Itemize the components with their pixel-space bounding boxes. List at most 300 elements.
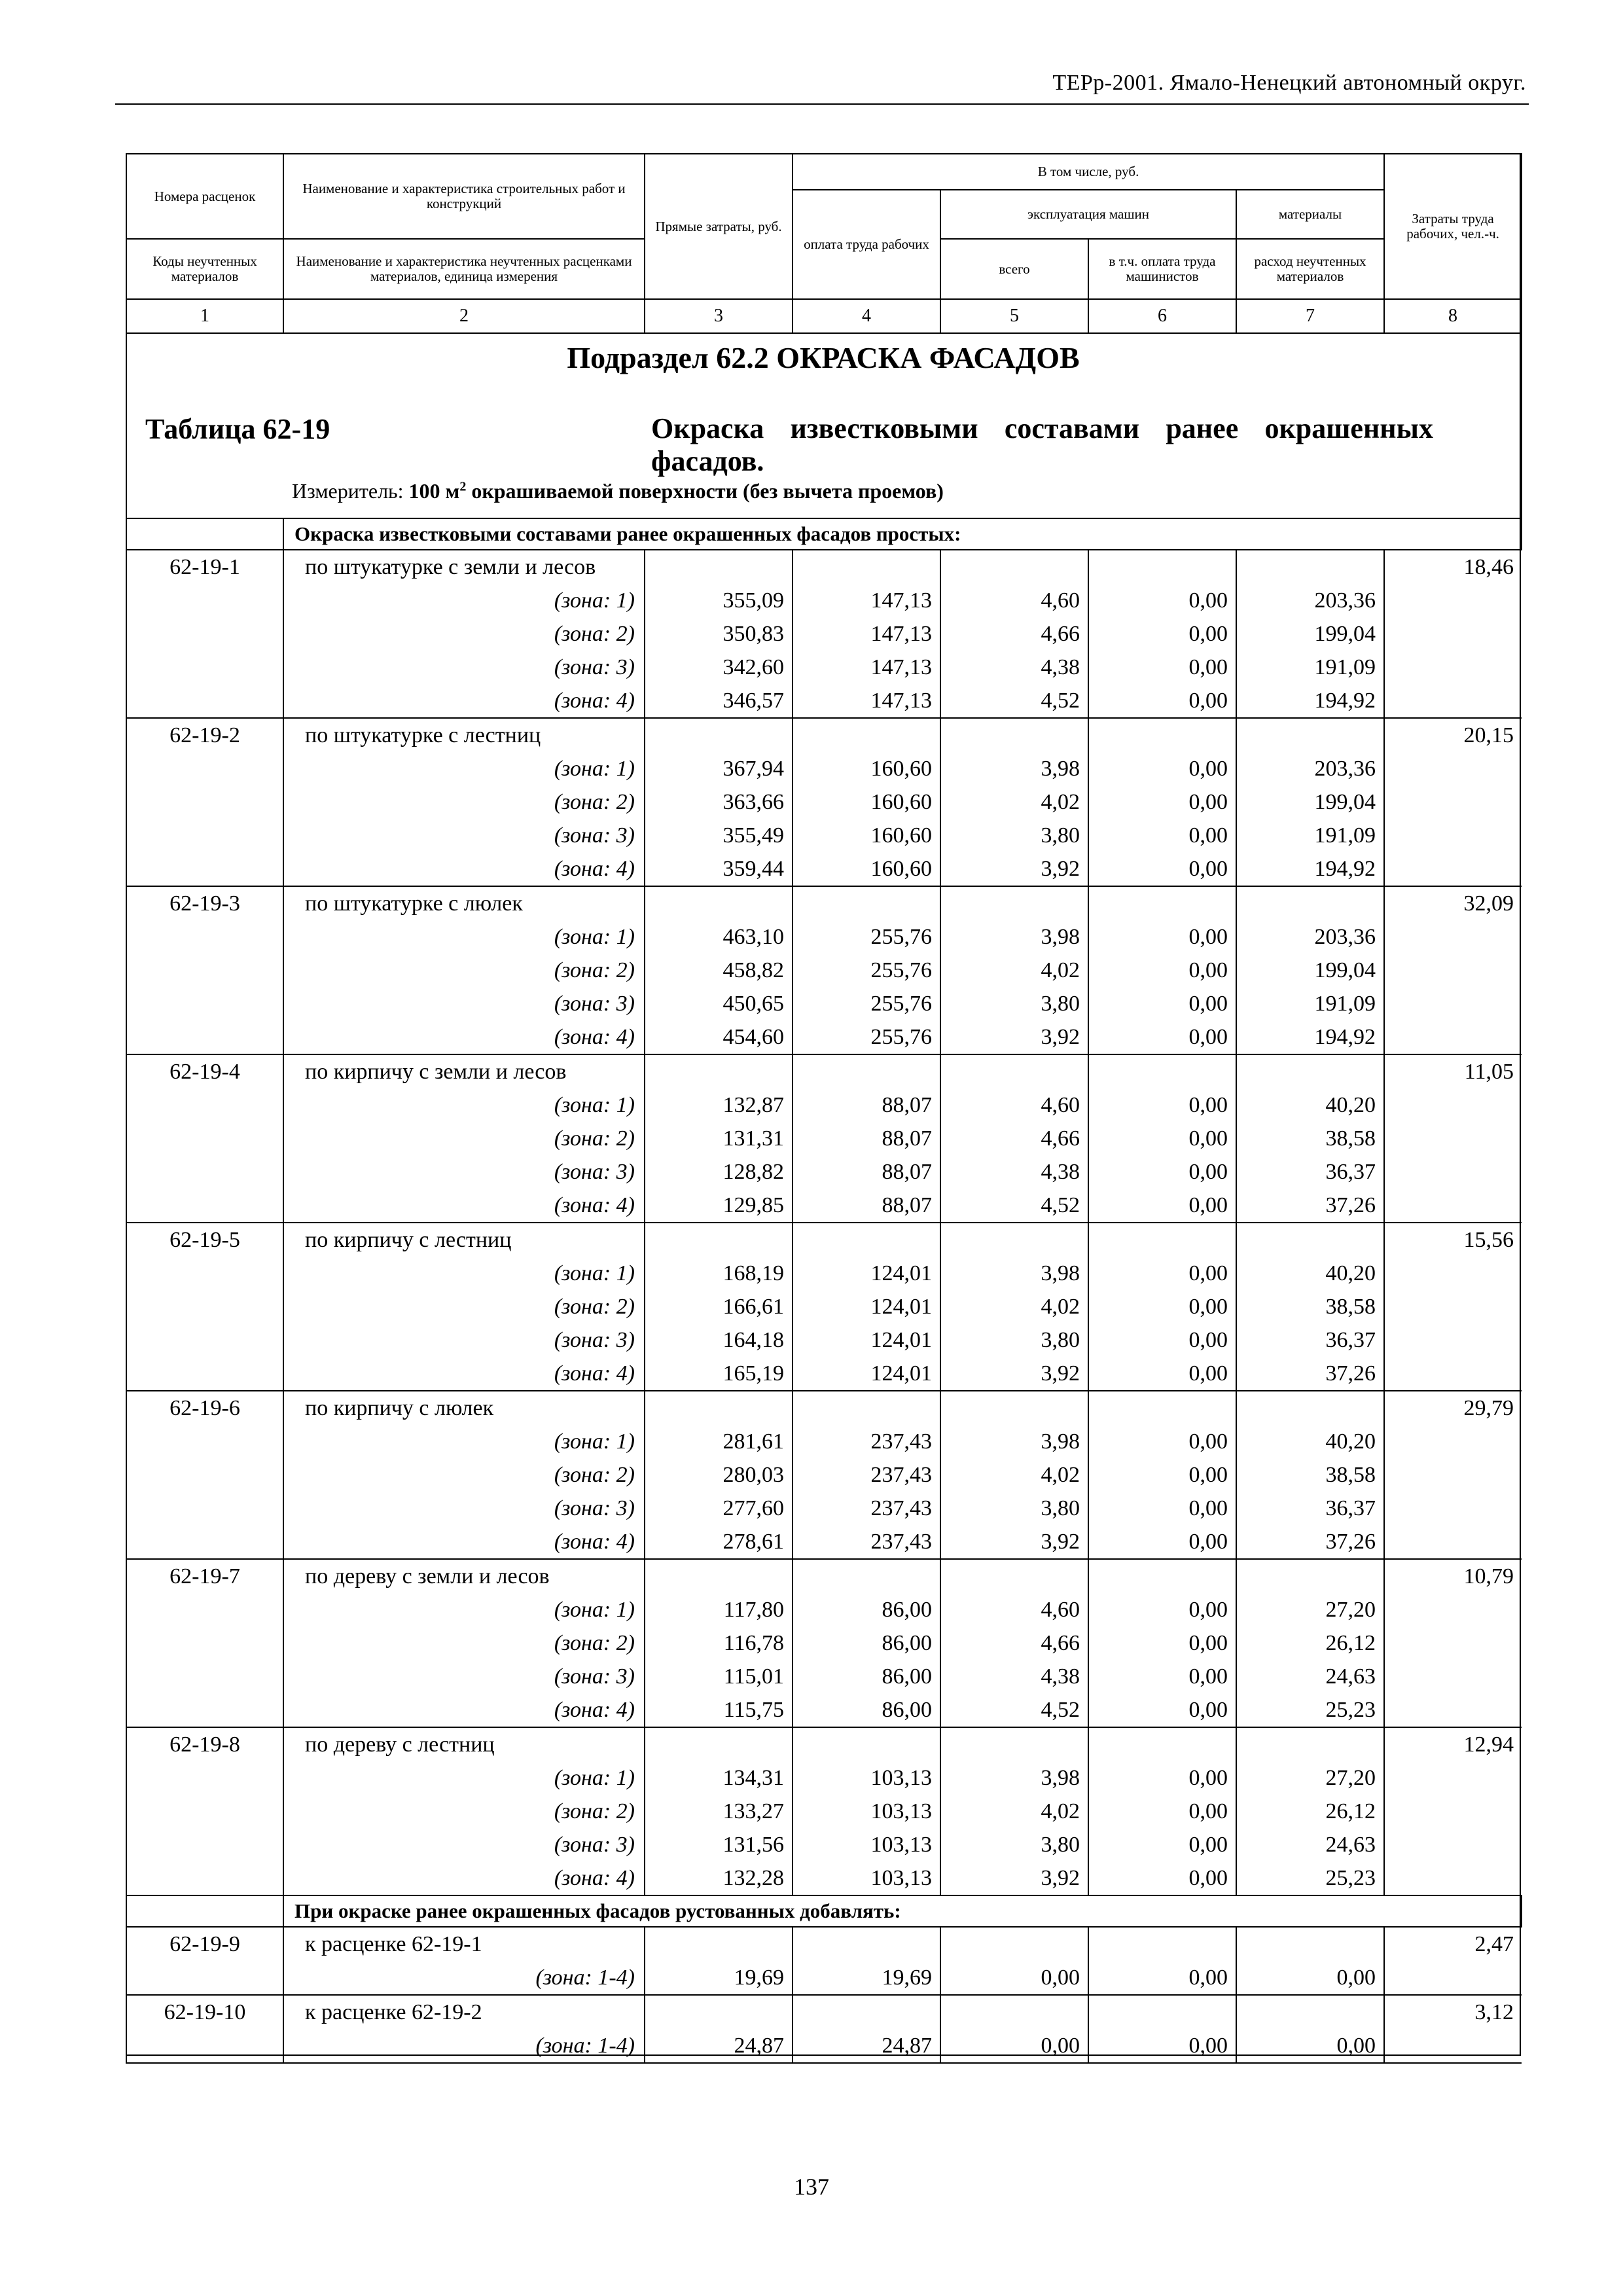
empty-cell	[1236, 1559, 1384, 1593]
empty-cell	[126, 1323, 283, 1357]
operator-wages: 0,00	[1088, 1020, 1236, 1054]
column-number: 8	[1384, 299, 1522, 333]
direct-cost: 24,87	[645, 2029, 793, 2063]
material-cost: 191,09	[1236, 819, 1384, 852]
rate-code: 62-19-4	[126, 1054, 283, 1088]
empty-cell	[1384, 1861, 1522, 1895]
direct-cost: 168,19	[645, 1257, 793, 1290]
empty-cell	[940, 886, 1088, 920]
worker-wages: 147,13	[793, 584, 940, 617]
empty-cell	[126, 920, 283, 954]
direct-cost: 131,56	[645, 1828, 793, 1861]
empty-cell	[1384, 617, 1522, 651]
empty-cell	[1236, 718, 1384, 752]
zone-row	[126, 1290, 1522, 1323]
empty-cell	[1384, 684, 1522, 718]
unit-label: Измеритель:	[292, 479, 404, 503]
zone-row	[126, 1257, 1522, 1290]
empty-cell	[1384, 1088, 1522, 1122]
zone-row	[126, 1425, 1522, 1458]
zone-label: (зона: 2)	[283, 954, 645, 987]
rate-row	[126, 1223, 1522, 1257]
zone-row	[126, 1525, 1522, 1559]
direct-cost: 355,09	[645, 584, 793, 617]
material-cost: 40,20	[1236, 1425, 1384, 1458]
empty-cell	[1384, 1525, 1522, 1559]
labor-hours: 3,12	[1384, 1995, 1522, 2029]
operator-wages: 0,00	[1088, 1626, 1236, 1660]
empty-cell	[1088, 1391, 1236, 1425]
empty-cell	[126, 1593, 283, 1626]
empty-cell	[126, 1357, 283, 1391]
machine-cost: 3,80	[940, 987, 1088, 1020]
zone-row	[126, 785, 1522, 819]
worker-wages: 160,60	[793, 819, 940, 852]
zone-label: (зона: 2)	[283, 1290, 645, 1323]
empty-cell	[645, 1995, 793, 2029]
labor-hours: 29,79	[1384, 1391, 1522, 1425]
empty-cell	[126, 987, 283, 1020]
material-cost: 36,37	[1236, 1492, 1384, 1525]
empty-cell	[126, 1961, 283, 1995]
zone-row	[126, 1961, 1522, 1995]
empty-cell	[1384, 785, 1522, 819]
operator-wages: 0,00	[1088, 2029, 1236, 2063]
zone-row	[126, 1020, 1522, 1054]
rate-name: по дереву с земли и лесов	[283, 1559, 645, 1593]
header-col7: расход неучтенных материалов	[1236, 239, 1384, 299]
empty-cell	[126, 1189, 283, 1223]
labor-hours: 12,94	[1384, 1727, 1522, 1761]
rate-code: 62-19-5	[126, 1223, 283, 1257]
rate-name: по штукатурке с земли и лесов	[283, 550, 645, 584]
machine-cost: 4,02	[940, 954, 1088, 987]
rate-name: к расценке 62-19-1	[283, 1927, 645, 1961]
worker-wages: 124,01	[793, 1290, 940, 1323]
material-cost: 194,92	[1236, 852, 1384, 886]
empty-cell	[126, 1425, 283, 1458]
empty-cell	[1384, 987, 1522, 1020]
direct-cost: 115,01	[645, 1660, 793, 1693]
empty-cell	[1384, 1425, 1522, 1458]
empty-cell	[645, 1727, 793, 1761]
labor-hours: 10,79	[1384, 1559, 1522, 1593]
empty-cell	[1384, 1492, 1522, 1525]
rate-code: 62-19-7	[126, 1559, 283, 1593]
rate-row	[126, 1054, 1522, 1088]
rate-name: по дереву с лестниц	[283, 1727, 645, 1761]
empty-cell	[940, 1727, 1088, 1761]
direct-cost: 280,03	[645, 1458, 793, 1492]
rate-name: по кирпичу с люлек	[283, 1391, 645, 1425]
empty-cell	[1384, 1122, 1522, 1155]
unit-of-measure	[292, 479, 944, 503]
rate-name: по кирпичу с земли и лесов	[283, 1054, 645, 1088]
operator-wages: 0,00	[1088, 1189, 1236, 1223]
empty-cell	[1384, 1458, 1522, 1492]
worker-wages: 88,07	[793, 1122, 940, 1155]
machine-cost: 0,00	[940, 1961, 1088, 1995]
operator-wages: 0,00	[1088, 1357, 1236, 1391]
worker-wages: 88,07	[793, 1189, 940, 1223]
worker-wages: 86,00	[793, 1693, 940, 1727]
zone-label: (зона: 1-4)	[283, 2029, 645, 2063]
empty-cell	[126, 617, 283, 651]
header-col5: всего	[940, 239, 1088, 299]
empty-cell	[1384, 1693, 1522, 1727]
empty-cell	[645, 886, 793, 920]
rate-code: 62-19-9	[126, 1927, 283, 1961]
zone-row	[126, 954, 1522, 987]
worker-wages: 255,76	[793, 1020, 940, 1054]
header-group-materials: материалы	[1236, 190, 1384, 239]
operator-wages: 0,00	[1088, 1122, 1236, 1155]
direct-cost: 131,31	[645, 1122, 793, 1155]
operator-wages: 0,00	[1088, 1660, 1236, 1693]
empty-cell	[126, 1693, 283, 1727]
empty-cell	[793, 550, 940, 584]
direct-cost: 166,61	[645, 1290, 793, 1323]
zone-label: (зона: 3)	[283, 1660, 645, 1693]
operator-wages: 0,00	[1088, 584, 1236, 617]
direct-cost: 115,75	[645, 1693, 793, 1727]
machine-cost: 4,52	[940, 1189, 1088, 1223]
empty-cell	[126, 1257, 283, 1290]
labor-hours: 2,47	[1384, 1927, 1522, 1961]
empty-cell	[1384, 819, 1522, 852]
header-col1-top: Номера расценок	[126, 154, 283, 239]
header-col1-bottom: Коды неучтенных материалов	[126, 239, 283, 299]
header-group-including: В том числе, руб.	[793, 154, 1384, 190]
machine-cost: 3,80	[940, 1828, 1088, 1861]
worker-wages: 160,60	[793, 752, 940, 785]
empty-cell	[126, 651, 283, 684]
empty-cell	[793, 1223, 940, 1257]
direct-cost: 116,78	[645, 1626, 793, 1660]
column-number: 1	[126, 299, 283, 333]
empty-cell	[1236, 1054, 1384, 1088]
empty-cell	[1088, 1559, 1236, 1593]
material-cost: 26,12	[1236, 1626, 1384, 1660]
labor-hours: 20,15	[1384, 718, 1522, 752]
rate-name: по штукатурке с лестниц	[283, 718, 645, 752]
empty-cell	[1088, 1054, 1236, 1088]
zone-label: (зона: 4)	[283, 684, 645, 718]
rate-code: 62-19-1	[126, 550, 283, 584]
machine-cost: 4,02	[940, 1458, 1088, 1492]
worker-wages: 103,13	[793, 1861, 940, 1895]
empty-cell	[793, 1727, 940, 1761]
machine-cost: 4,66	[940, 617, 1088, 651]
zone-row	[126, 617, 1522, 651]
material-cost: 38,58	[1236, 1290, 1384, 1323]
empty-cell	[645, 1223, 793, 1257]
column-number: 6	[1088, 299, 1236, 333]
worker-wages: 147,13	[793, 684, 940, 718]
material-cost: 194,92	[1236, 1020, 1384, 1054]
rate-row	[126, 550, 1522, 584]
column-number: 4	[793, 299, 940, 333]
empty-cell	[126, 1458, 283, 1492]
material-cost: 203,36	[1236, 584, 1384, 617]
rate-name: к расценке 62-19-2	[283, 1995, 645, 2029]
material-cost: 199,04	[1236, 785, 1384, 819]
machine-cost: 4,66	[940, 1626, 1088, 1660]
machine-cost: 3,98	[940, 920, 1088, 954]
table-number: Таблица 62-19	[145, 413, 330, 445]
material-cost: 36,37	[1236, 1155, 1384, 1189]
empty-cell	[645, 1559, 793, 1593]
empty-cell	[1384, 752, 1522, 785]
empty-cell	[126, 1122, 283, 1155]
operator-wages: 0,00	[1088, 1795, 1236, 1828]
zone-row	[126, 1122, 1522, 1155]
zone-label: (зона: 4)	[283, 1693, 645, 1727]
empty-cell	[940, 718, 1088, 752]
worker-wages: 124,01	[793, 1357, 940, 1391]
machine-cost: 3,92	[940, 1357, 1088, 1391]
zone-row	[126, 1761, 1522, 1795]
zone-label: (зона: 4)	[283, 1525, 645, 1559]
operator-wages: 0,00	[1088, 1458, 1236, 1492]
direct-cost: 117,80	[645, 1593, 793, 1626]
header-group-machines: эксплуатация машин	[940, 190, 1236, 239]
machine-cost: 4,66	[940, 1122, 1088, 1155]
worker-wages: 255,76	[793, 954, 940, 987]
direct-cost: 129,85	[645, 1189, 793, 1223]
zone-label: (зона: 1)	[283, 584, 645, 617]
worker-wages: 160,60	[793, 785, 940, 819]
empty-cell	[645, 1927, 793, 1961]
column-number: 5	[940, 299, 1088, 333]
empty-cell	[645, 1391, 793, 1425]
empty-cell	[126, 684, 283, 718]
zone-row	[126, 852, 1522, 886]
direct-cost: 359,44	[645, 852, 793, 886]
subsection-title: Подраздел 62.2 ОКРАСКА ФАСАДОВ	[567, 341, 1080, 374]
empty-cell	[1384, 1155, 1522, 1189]
empty-cell	[940, 1927, 1088, 1961]
empty-cell	[1236, 1995, 1384, 2029]
section-code-cell	[126, 518, 283, 550]
zone-label: (зона: 4)	[283, 1020, 645, 1054]
material-cost: 199,04	[1236, 617, 1384, 651]
operator-wages: 0,00	[1088, 1693, 1236, 1727]
material-cost: 37,26	[1236, 1357, 1384, 1391]
empty-cell	[940, 1223, 1088, 1257]
operator-wages: 0,00	[1088, 1861, 1236, 1895]
empty-cell	[126, 852, 283, 886]
zone-row	[126, 1189, 1522, 1223]
running-header: ТЕРр-2001. Ямало-Ненецкий автономный округ.	[1052, 71, 1526, 95]
header-col8: Затраты труда рабочих, чел.-ч.	[1384, 154, 1522, 299]
machine-cost: 3,98	[940, 752, 1088, 785]
direct-cost: 132,28	[645, 1861, 793, 1895]
material-cost: 0,00	[1236, 1961, 1384, 1995]
section-code-cell	[126, 1895, 283, 1927]
zone-label: (зона: 3)	[283, 1828, 645, 1861]
zone-label: (зона: 4)	[283, 1189, 645, 1223]
empty-cell	[1236, 886, 1384, 920]
empty-cell	[645, 550, 793, 584]
material-cost: 25,23	[1236, 1693, 1384, 1727]
empty-cell	[793, 1559, 940, 1593]
rate-code: 62-19-10	[126, 1995, 283, 2029]
unit-value: 100 $м^2$ окрашиваемой поверхности (без вычета проемов)	[408, 479, 944, 503]
empty-cell	[940, 1054, 1088, 1088]
operator-wages: 0,00	[1088, 852, 1236, 886]
zone-label: (зона: 3)	[283, 1492, 645, 1525]
machine-cost: 3,80	[940, 1323, 1088, 1357]
worker-wages: 86,00	[793, 1660, 940, 1693]
zone-row	[126, 1357, 1522, 1391]
rate-row	[126, 1927, 1522, 1961]
direct-cost: 134,31	[645, 1761, 793, 1795]
operator-wages: 0,00	[1088, 1290, 1236, 1323]
empty-cell	[1384, 1626, 1522, 1660]
empty-cell	[1384, 920, 1522, 954]
section-heading: При окраске ранее окрашенных фасадов рустованных добавлять:	[283, 1895, 1522, 1927]
zone-row	[126, 1626, 1522, 1660]
machine-cost: 4,02	[940, 1290, 1088, 1323]
machine-cost: 3,98	[940, 1425, 1088, 1458]
zone-row	[126, 819, 1522, 852]
empty-cell	[1088, 1927, 1236, 1961]
empty-cell	[126, 785, 283, 819]
empty-cell	[1384, 1323, 1522, 1357]
material-cost: 38,58	[1236, 1458, 1384, 1492]
direct-cost: 19,69	[645, 1961, 793, 1995]
section-heading: Окраска известковыми составами ранее окрашенных фасадов простых:	[283, 518, 1522, 550]
zone-label: (зона: 2)	[283, 1122, 645, 1155]
direct-cost: 281,61	[645, 1425, 793, 1458]
empty-cell	[1384, 1257, 1522, 1290]
material-cost: 191,09	[1236, 651, 1384, 684]
operator-wages: 0,00	[1088, 651, 1236, 684]
machine-cost: 4,60	[940, 1088, 1088, 1122]
material-cost: 27,20	[1236, 1593, 1384, 1626]
material-cost: 199,04	[1236, 954, 1384, 987]
empty-cell	[793, 1927, 940, 1961]
direct-cost: 128,82	[645, 1155, 793, 1189]
zone-row	[126, 1593, 1522, 1626]
empty-cell	[1384, 1357, 1522, 1391]
zone-row	[126, 1155, 1522, 1189]
empty-cell	[126, 1020, 283, 1054]
material-cost: 24,63	[1236, 1660, 1384, 1693]
zone-row	[126, 1693, 1522, 1727]
empty-cell	[126, 819, 283, 852]
material-cost: 26,12	[1236, 1795, 1384, 1828]
empty-cell	[1088, 1223, 1236, 1257]
zone-label: (зона: 3)	[283, 987, 645, 1020]
empty-cell	[940, 1995, 1088, 2029]
direct-cost: 450,65	[645, 987, 793, 1020]
operator-wages: 0,00	[1088, 954, 1236, 987]
zone-label: (зона: 2)	[283, 617, 645, 651]
operator-wages: 0,00	[1088, 785, 1236, 819]
worker-wages: 24,87	[793, 2029, 940, 2063]
material-cost: 203,36	[1236, 920, 1384, 954]
operator-wages: 0,00	[1088, 1257, 1236, 1290]
material-cost: 27,20	[1236, 1761, 1384, 1795]
header-rule	[115, 103, 1529, 105]
empty-cell	[1384, 1761, 1522, 1795]
column-number: 3	[645, 299, 793, 333]
header-col6: в т.ч. оплата труда машинистов	[1088, 239, 1236, 299]
zone-label: (зона: 3)	[283, 819, 645, 852]
empty-cell	[126, 1088, 283, 1122]
operator-wages: 0,00	[1088, 1155, 1236, 1189]
column-number: 7	[1236, 299, 1384, 333]
direct-cost: 277,60	[645, 1492, 793, 1525]
empty-cell	[1088, 1727, 1236, 1761]
labor-hours: 18,46	[1384, 550, 1522, 584]
empty-cell	[1384, 852, 1522, 886]
empty-cell	[793, 1995, 940, 2029]
zone-label: (зона: 3)	[283, 1155, 645, 1189]
zone-row	[126, 1088, 1522, 1122]
empty-cell	[1384, 1961, 1522, 1995]
machine-cost: 3,92	[940, 1020, 1088, 1054]
material-cost: 40,20	[1236, 1088, 1384, 1122]
machine-cost: 4,38	[940, 1660, 1088, 1693]
zone-label: (зона: 1)	[283, 752, 645, 785]
operator-wages: 0,00	[1088, 1961, 1236, 1995]
zone-row	[126, 1660, 1522, 1693]
empty-cell	[1384, 954, 1522, 987]
material-cost: 0,00	[1236, 2029, 1384, 2063]
direct-cost: 355,49	[645, 819, 793, 852]
labor-hours: 15,56	[1384, 1223, 1522, 1257]
page-number: 137	[794, 2174, 829, 2200]
operator-wages: 0,00	[1088, 752, 1236, 785]
zone-row	[126, 1492, 1522, 1525]
zone-label: (зона: 1)	[283, 920, 645, 954]
operator-wages: 0,00	[1088, 1492, 1236, 1525]
machine-cost: 3,92	[940, 1525, 1088, 1559]
machine-cost: 0,00	[940, 2029, 1088, 2063]
machine-cost: 4,60	[940, 584, 1088, 617]
empty-cell	[793, 886, 940, 920]
rate-code: 62-19-6	[126, 1391, 283, 1425]
zone-row	[126, 752, 1522, 785]
empty-cell	[1384, 1020, 1522, 1054]
operator-wages: 0,00	[1088, 1088, 1236, 1122]
empty-cell	[1236, 1927, 1384, 1961]
machine-cost: 4,60	[940, 1593, 1088, 1626]
machine-cost: 4,02	[940, 785, 1088, 819]
worker-wages: 237,43	[793, 1492, 940, 1525]
empty-cell	[645, 718, 793, 752]
machine-cost: 3,92	[940, 1861, 1088, 1895]
zone-row	[126, 987, 1522, 1020]
rate-row	[126, 1727, 1522, 1761]
empty-cell	[793, 718, 940, 752]
machine-cost: 3,92	[940, 852, 1088, 886]
direct-cost: 367,94	[645, 752, 793, 785]
worker-wages: 255,76	[793, 987, 940, 1020]
operator-wages: 0,00	[1088, 920, 1236, 954]
operator-wages: 0,00	[1088, 819, 1236, 852]
operator-wages: 0,00	[1088, 1525, 1236, 1559]
zone-label: (зона: 4)	[283, 1861, 645, 1895]
machine-cost: 3,80	[940, 1492, 1088, 1525]
empty-cell	[126, 2029, 283, 2063]
empty-cell	[1384, 1593, 1522, 1626]
empty-cell	[126, 1795, 283, 1828]
empty-cell	[1088, 550, 1236, 584]
